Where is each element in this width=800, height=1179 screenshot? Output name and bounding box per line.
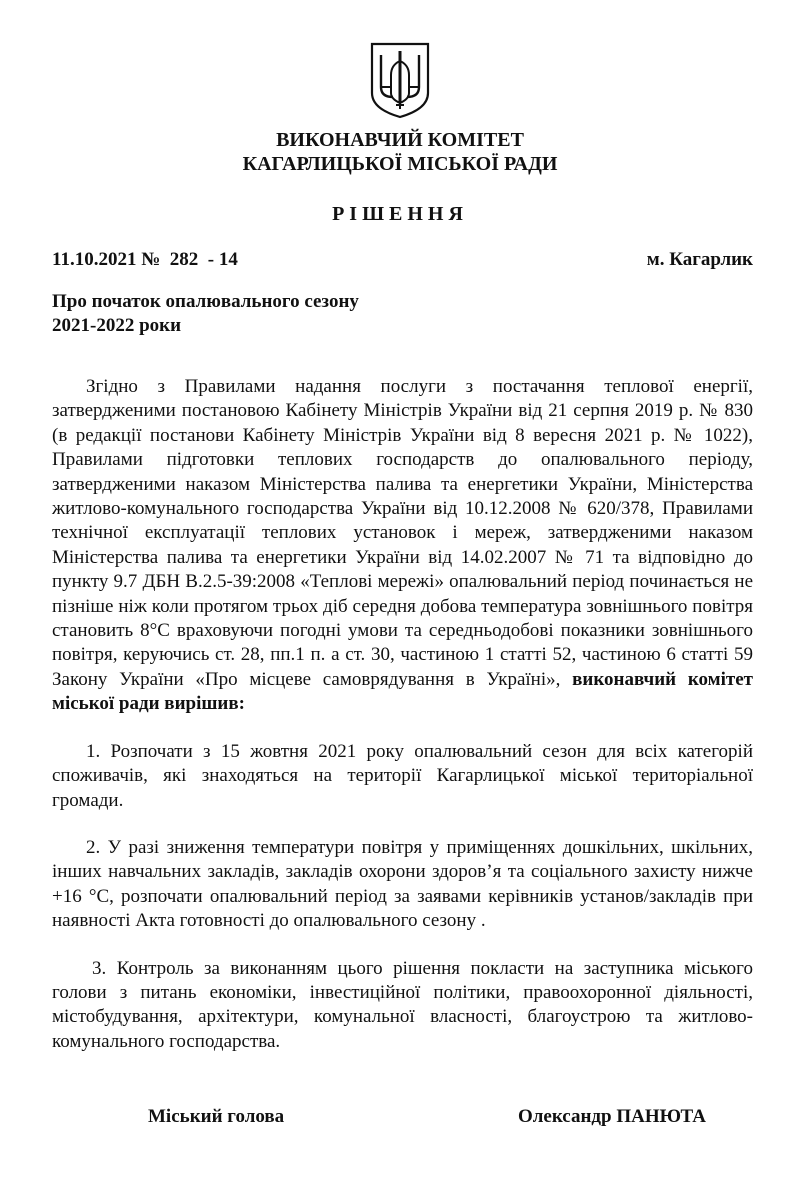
decision-item-3: 3. Контроль за виконанням цього рішення покласти на заступника міського голови з питань економіки, інвестиційної політики, правоохоронної діяльності, містобудування, архітектури, комунальної власності, благоустрою та житлово-комунального господарства. [52,957,753,1052]
preamble-paragraph [52,375,753,717]
date-number-line [52,248,753,272]
organization-name-line1: ВИКОНАВЧИЙ КОМІТЕТ [276,129,524,151]
subject-line1: Про початок опалювального сезону [52,291,359,312]
document-type-title: РІШЕННЯ [332,203,468,225]
preamble-text: Згідно з Правилами надання послуги з постачання теплової енергії, затвердженими постановою Кабінету Міністрів України від 21 серпня 2019 р. № 830 (в редакції постанови Кабінету Міністрів України від 8 вересня 2021 р. № 1022), Правилами підготовки теплових господарств до опалювального періоду, затвердженими наказом Міністерства палива та енергетики України, Міністерства житлово-комунального господарства України від 10.12.2008 № 620/378, Правилами технічної експлуатації теплових установок і мереж, затвердженими наказом Міністерства палива та енергетики України від 14.02.2007 № 71 та відповідно до пункту 9.7 ДБН В.2.5-39:2008 «Теплові мережі» опалювальний період починається не пізніше ніж коли протягом трьох діб середня добова температура зовнішнього повітря становить 8°С враховуючи погодні умови та середньодобові показники зовнішнього повітря, керуючись ст. 28, пп.1 п. а ст. 30, частиною 1 статті 52, частиною 6 статті 59 Закону України «Про місцеве самоврядування в Україні», [52,376,753,690]
document-subject [52,290,359,338]
date-and-number: 11.10.2021 № 282 - 14 [52,249,238,270]
subject-line2: 2021-2022 роки [52,315,182,336]
document-body [52,375,753,1054]
signatory-name: Олександр ПАНЮТА [517,1106,706,1127]
decision-item-2: 2. У разі зниження температури повітря у приміщеннях дошкільних, шкільних, інших навчальних закладів, закладів охорони здоров’я та соціального захисту нижче +16 °С, розпочати опалювальний період за заявами керівників установ/закладів при наявності Акта готовності до опалювального сезону . [52,836,753,932]
place-of-issue: м. Кагарлик [646,249,753,270]
trident-coat-of-arms-icon [369,41,431,119]
decision-item-1: 1. Розпочати з 15 жовтня 2021 року опалювальний сезон для всіх категорій споживачів, які знаходяться на території Кагарлицької міської територіальної громади. [52,740,753,811]
signatory-title: Міський голова [148,1106,285,1127]
resolution-phrase: виконавчий комітет міської ради вирішив: [52,668,754,715]
organization-name-line2: КАГАРЛИЦЬКОЇ МІСЬКОЇ РАДИ [242,153,558,175]
